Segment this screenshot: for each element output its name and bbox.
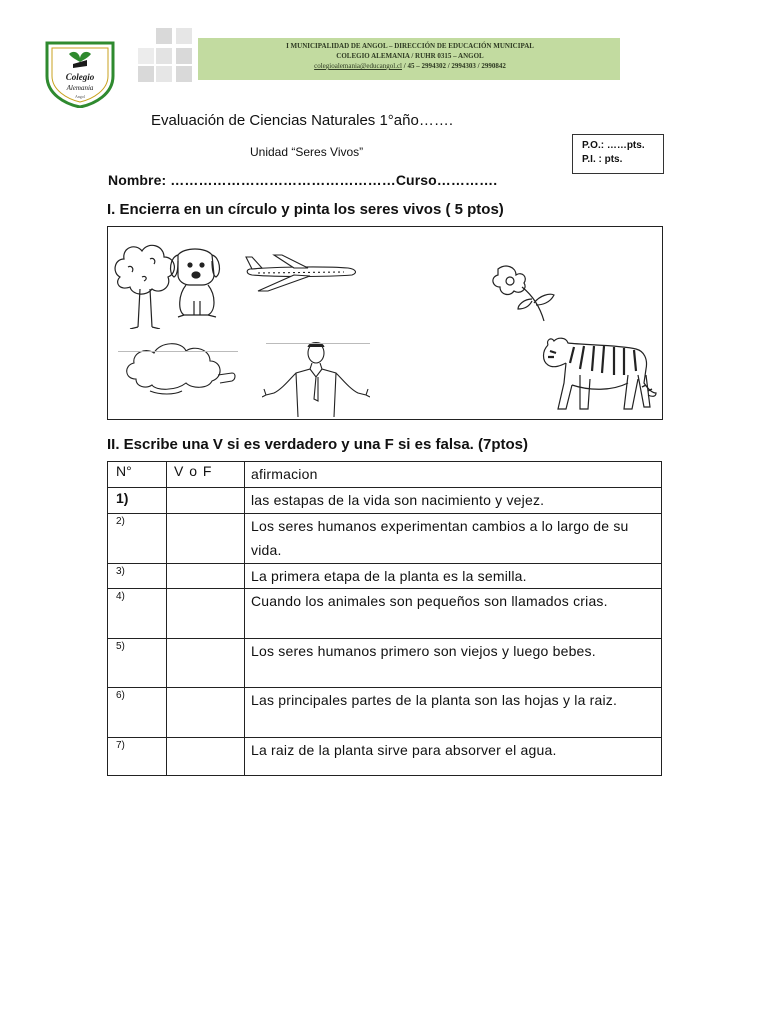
flower-icon [488, 259, 560, 325]
statement-text: La primera etapa de la planta es la semilla. [245, 563, 662, 589]
row-number: 5) [108, 639, 167, 688]
divider-line [266, 343, 370, 344]
table-row [108, 639, 662, 688]
statement-text: Cuando los animales son pequeños son llamados crias. [245, 589, 662, 639]
banner-text [200, 41, 620, 71]
svg-text:Alemania: Alemania [66, 84, 94, 92]
banner-email: colegioalemania@educangol.cl [314, 62, 403, 70]
table-row [108, 513, 662, 563]
score-po: P.O.: ……pts. [582, 140, 645, 151]
statement-text: La raiz de la planta sirve para absorver el agua. [245, 738, 662, 776]
cloud-icon [120, 339, 238, 401]
dog-icon [164, 245, 228, 319]
vf-answer-cell[interactable] [167, 513, 245, 563]
true-false-table [107, 461, 662, 776]
row-number: 2) [108, 513, 167, 563]
row-number: 4) [108, 589, 167, 639]
living-beings-image-box [107, 226, 663, 420]
score-box [572, 134, 664, 174]
row-number: 1) [108, 487, 167, 513]
row-number: 7) [108, 738, 167, 776]
table-row [108, 688, 662, 738]
section1-heading: I. Encierra en un círculo y pinta los seres vivos ( 5 ptos) [107, 201, 504, 218]
svg-text:Angol: Angol [75, 94, 85, 99]
man-icon [262, 341, 370, 417]
row-number: 6) [108, 688, 167, 738]
banner-phones: / 45 – 2994302 / 2994303 / 2990842 [402, 62, 506, 70]
vf-answer-cell[interactable] [167, 487, 245, 513]
vf-answer-cell[interactable] [167, 688, 245, 738]
table-row [108, 738, 662, 776]
statement-text: Los seres humanos experimentan cambios a lo largo de su vida. [245, 513, 662, 563]
name-course-line: Nombre: …………………………………………Curso…………. [108, 172, 498, 188]
table-row [108, 487, 662, 513]
vf-answer-cell[interactable] [167, 589, 245, 639]
divider-line [118, 351, 238, 352]
vf-answer-cell[interactable] [167, 639, 245, 688]
table-row [108, 563, 662, 589]
statement-text: Los seres humanos primero son viejos y luego bebes. [245, 639, 662, 688]
svg-text:Colegio: Colegio [65, 72, 95, 82]
score-pi: P.I. : pts. [582, 154, 623, 165]
statement-text: Las principales partes de la planta son las hojas y la raiz. [245, 688, 662, 738]
school-logo [43, 40, 117, 108]
banner-line1: I MUNICIPALIDAD DE ANGOL – DIRECCIÓN DE EDUCACIÓN MUNICIPAL [286, 42, 534, 50]
vf-answer-cell[interactable] [167, 563, 245, 589]
school-banner [138, 28, 620, 82]
statement-text: las estapas de la vida son nacimiento y vejez. [245, 487, 662, 513]
tiger-icon [540, 335, 658, 415]
page-title: Evaluación de Ciencias Naturales 1°año……. [151, 112, 453, 129]
vf-answer-cell[interactable] [167, 738, 245, 776]
col-header-number: N° [108, 462, 167, 488]
banner-line3 [200, 61, 620, 71]
unit-subtitle: Unidad “Seres Vivos” [250, 145, 364, 159]
row-number: 3) [108, 563, 167, 589]
col-header-statement: afirmacion [245, 462, 662, 488]
section2-heading: II. Escribe una V si es verdadero y una F si es falsa. (7ptos) [107, 436, 528, 453]
table-row [108, 589, 662, 639]
col-header-vf: V o F [167, 462, 245, 488]
airplane-icon [244, 247, 360, 297]
banner-line2: COLEGIO ALEMANIA / RUHR 0315 – ANGOL [336, 52, 484, 60]
table-header-row [108, 462, 662, 488]
